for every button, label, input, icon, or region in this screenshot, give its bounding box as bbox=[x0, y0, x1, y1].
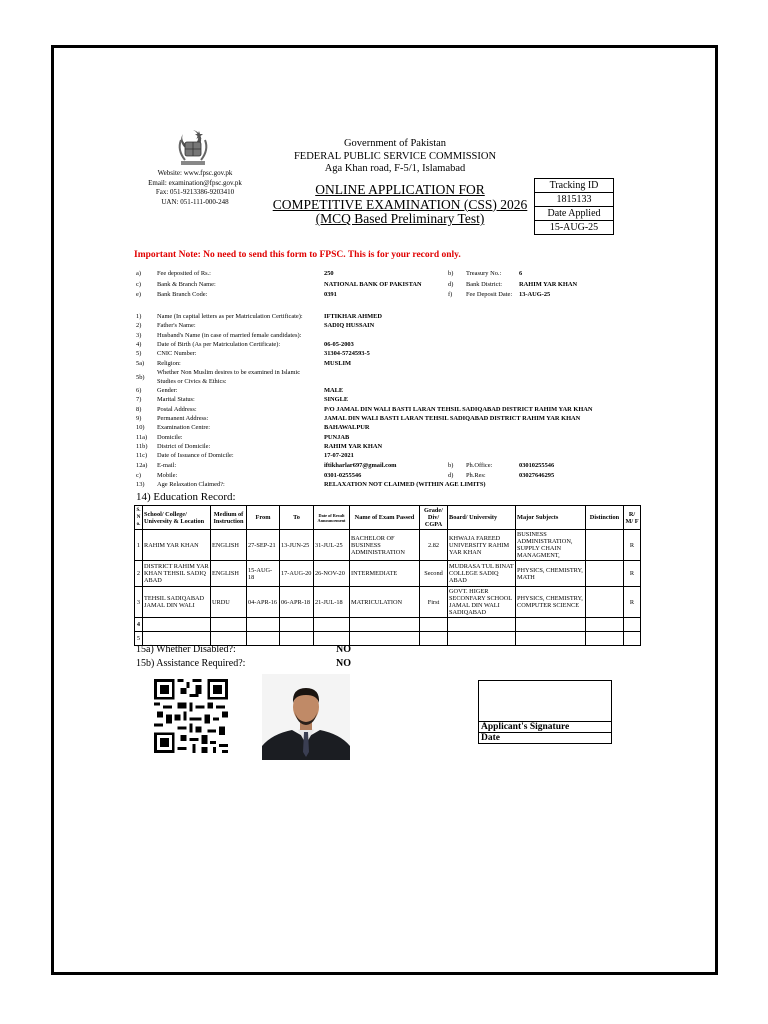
fee-value: 13-AUG-25 bbox=[519, 291, 551, 298]
field-label: E-mail: bbox=[157, 462, 177, 469]
title-line-2: COMPETITIVE EXAMINATION (CSS) 2026 bbox=[272, 196, 528, 212]
table-cell: PHYSICS, CHEMISTRY, COMPUTER SCIENCE bbox=[516, 587, 586, 618]
table-cell bbox=[586, 561, 624, 587]
col-header: To bbox=[280, 506, 314, 530]
table-cell bbox=[448, 618, 516, 632]
table-cell: Second bbox=[420, 561, 448, 587]
table-cell: 15-AUG-18 bbox=[247, 561, 280, 587]
field-label: Husband's Name (in case of married female candidates): bbox=[157, 332, 302, 339]
table-cell bbox=[143, 618, 211, 632]
fee-row: a) bbox=[136, 270, 141, 277]
table-cell bbox=[314, 618, 350, 632]
col-header: School/ College/ University & Location bbox=[143, 506, 211, 530]
fee-value: NATIONAL BANK OF PAKISTAN bbox=[324, 281, 422, 288]
disabled-row bbox=[136, 644, 396, 655]
disabled-label: 15a) Whether Disabled?: bbox=[136, 644, 236, 655]
field-label: Ph.Office: bbox=[466, 462, 493, 469]
field-label: Name (In capital letters as per Matriculation Certificate): bbox=[157, 313, 303, 320]
form-title bbox=[255, 183, 545, 227]
important-note: Important Note: No need to send this form to FPSC. This is for your record only. bbox=[134, 250, 461, 260]
date-applied-label: Date Applied bbox=[535, 207, 614, 221]
table-cell bbox=[586, 530, 624, 561]
email-text: Email: examination@fpsc.gov.pk bbox=[148, 178, 242, 187]
signature-box bbox=[478, 680, 612, 744]
table-cell: PHYSICS, CHEMISTRY, MATH bbox=[516, 561, 586, 587]
table-cell bbox=[420, 632, 448, 646]
col-header: Distinction bbox=[586, 506, 624, 530]
table-cell: R bbox=[624, 530, 641, 561]
letterhead bbox=[270, 138, 520, 176]
table-cell: R bbox=[624, 587, 641, 618]
table-cell: R bbox=[624, 561, 641, 587]
table-cell: 17-AUG-20 bbox=[280, 561, 314, 587]
table-cell bbox=[586, 618, 624, 632]
table-cell: 26-NOV-20 bbox=[314, 561, 350, 587]
assistance-row bbox=[136, 658, 396, 669]
table-cell: MUDRASA TUL BINAT COLLEGE SADIQ ABAD bbox=[448, 561, 516, 587]
title-line-1: ONLINE APPLICATION FOR bbox=[315, 182, 485, 197]
field-value: P/O JAMAL DIN WALI BASTI LARAN TEHSIL SADIQABAD DISTRICT RAHIM YAR KHAN bbox=[324, 406, 593, 413]
fee-label: Bank & Branch Name: bbox=[157, 281, 216, 288]
col-header: Date of Result Announcement bbox=[314, 506, 350, 530]
table-cell: DISTRICT RAHIM YAR KHAN TEHSIL SADIQ ABAD bbox=[143, 561, 211, 587]
col-header: S. N o. bbox=[135, 506, 143, 530]
gov-title: Government of Pakistan bbox=[343, 138, 447, 149]
table-cell: BUSINESS ADMINISTRATION, SUPPLY CHAIN MANAGMENT, bbox=[516, 530, 586, 561]
field-label: Religion: bbox=[157, 360, 181, 367]
table-cell bbox=[586, 632, 624, 646]
fee-label: Bank Branch Code: bbox=[157, 291, 208, 298]
tracking-id-value: 1815133 bbox=[535, 193, 614, 207]
table-cell: 4 bbox=[135, 618, 143, 632]
field-label: Postal Address: bbox=[157, 406, 197, 413]
table-cell: 04-APR-16 bbox=[247, 587, 280, 618]
fee-label: Treasury No.: bbox=[466, 270, 502, 277]
field-label: Studies or Civics & Ethics: bbox=[157, 378, 227, 385]
table-cell: RAHIM YAR KHAN bbox=[143, 530, 211, 561]
qr-code-icon bbox=[152, 679, 230, 753]
table-cell bbox=[350, 618, 420, 632]
field-value: JAMAL DIN WALI BASTI LARAN TEHSIL SADIQABAD DISTRICT RAHIM YAR KHAN bbox=[324, 415, 581, 422]
table-cell: INTERMEDIATE bbox=[350, 561, 420, 587]
table-cell: ENGLISH bbox=[211, 530, 247, 561]
field-value: RELAXATION NOT CLAIMED (WITHIN AGE LIMITS) bbox=[324, 481, 486, 488]
table-cell: First bbox=[420, 587, 448, 618]
fee-value: 6 bbox=[519, 270, 523, 277]
table-row bbox=[135, 587, 641, 618]
field-value: 31304-5724593-5 bbox=[324, 350, 370, 357]
table-cell: 2.82 bbox=[420, 530, 448, 561]
table-cell: 2 bbox=[135, 561, 143, 587]
table-cell bbox=[247, 618, 280, 632]
fee-label: Bank District: bbox=[466, 281, 503, 288]
website-text: Website: www.fpsc.gov.pk bbox=[157, 169, 233, 177]
field-value: iftikharlar697@gmail.com bbox=[324, 462, 397, 469]
fee-value: 250 bbox=[324, 270, 334, 277]
date-applied-value: 15-AUG-25 bbox=[535, 221, 614, 235]
field-label: Date of Issuance of Domicile: bbox=[157, 452, 234, 459]
field-value: PUNJAB bbox=[324, 434, 350, 441]
pakistan-emblem-icon bbox=[175, 128, 211, 168]
uan-text: UAN: 051-111-000-248 bbox=[161, 197, 229, 206]
field-value: 03027646295 bbox=[519, 472, 555, 479]
commission-address: Aga Khan road, F-5/1, Islamabad bbox=[324, 163, 466, 174]
education-table bbox=[134, 505, 641, 646]
contact-info bbox=[130, 169, 260, 207]
col-header: Major Subjects bbox=[516, 506, 586, 530]
table-cell: 21-JUL-18 bbox=[314, 587, 350, 618]
field-label: Examination Centre: bbox=[157, 424, 211, 431]
fee-value: RAHIM YAR KHAN bbox=[519, 281, 578, 288]
table-cell bbox=[280, 618, 314, 632]
table-cell: 3 bbox=[135, 587, 143, 618]
fee-label: Fee deposited of Rs.: bbox=[157, 270, 211, 277]
commission-title: FEDERAL PUBLIC SERVICE COMMISSION bbox=[293, 150, 497, 162]
table-cell: 27-SEP-21 bbox=[247, 530, 280, 561]
table-cell: KHWAJA FAREED UNIVERSITY RAHIM YAR KHAN bbox=[448, 530, 516, 561]
field-value: 17-07-2021 bbox=[324, 452, 354, 459]
table-row bbox=[135, 618, 641, 632]
date-label: Date bbox=[479, 733, 612, 744]
disabled-value: NO bbox=[336, 644, 351, 655]
field-label: Ph.Res: bbox=[466, 472, 486, 479]
field-label: Age Relaxation Claimed?: bbox=[157, 481, 225, 488]
field-value: MUSLIM bbox=[324, 360, 351, 367]
fee-value: 0391 bbox=[324, 291, 337, 298]
col-header: Medium of Instruction bbox=[211, 506, 247, 530]
fee-label: Fee Deposit Date: bbox=[466, 291, 513, 298]
table-cell: 13-JUN-25 bbox=[280, 530, 314, 561]
table-cell: ENGLISH bbox=[211, 561, 247, 587]
field-value: MALE bbox=[324, 387, 344, 394]
field-label: Domicile: bbox=[157, 434, 183, 441]
signature-area bbox=[479, 681, 612, 722]
table-cell bbox=[624, 618, 641, 632]
table-cell: 1 bbox=[135, 530, 143, 561]
table-row bbox=[135, 530, 641, 561]
table-cell: BACHELOR OF BUSINESS ADMINISTRATION bbox=[350, 530, 420, 561]
table-cell: URDU bbox=[211, 587, 247, 618]
assistance-label: 15b) Assistance Required?: bbox=[136, 658, 246, 669]
education-heading: 14) Education Record: bbox=[136, 491, 236, 503]
field-value: IFTIKHAR AHMED bbox=[324, 313, 383, 320]
table-cell bbox=[420, 618, 448, 632]
field-label: CNIC Number: bbox=[157, 350, 197, 357]
field-value: 0301-0255546 bbox=[324, 472, 362, 479]
tracking-id-label: Tracking ID bbox=[535, 179, 614, 193]
table-cell bbox=[516, 632, 586, 646]
table-cell: 5 bbox=[135, 632, 143, 646]
field-value: BAHAWALPUR bbox=[324, 424, 370, 431]
table-header-row bbox=[135, 506, 641, 530]
applicant-photo bbox=[262, 674, 350, 760]
field-value: SINGLE bbox=[324, 396, 349, 403]
table-cell: 06-APR-18 bbox=[280, 587, 314, 618]
field-label: Father's Name: bbox=[157, 322, 196, 329]
table-cell: GOVT. HIGER SECONFARY SCHOOL JAMAL DIN WALI SADIQABAD bbox=[448, 587, 516, 618]
tracking-box bbox=[534, 178, 614, 235]
col-header: From bbox=[247, 506, 280, 530]
col-header: Grade/ Div/ CGPA bbox=[420, 506, 448, 530]
field-label: Whether Non Muslim desires to be examined in Islamic bbox=[157, 369, 301, 376]
table-cell bbox=[211, 618, 247, 632]
col-header: R/ M/ F bbox=[624, 506, 641, 530]
field-label: Marital Status: bbox=[157, 396, 195, 403]
col-header: Board/ University bbox=[448, 506, 516, 530]
field-value: SADIQ HUSSAIN bbox=[324, 322, 375, 329]
fax-text: Fax: 051-9213386-9203410 bbox=[155, 188, 235, 197]
col-header: Name of Exam Passed bbox=[350, 506, 420, 530]
table-cell: TEHSIL SADIQABAD JAMAL DIN WALI bbox=[143, 587, 211, 618]
field-value: 06-05-2003 bbox=[324, 341, 354, 348]
table-cell bbox=[516, 618, 586, 632]
assistance-value: NO bbox=[336, 658, 351, 669]
table-cell bbox=[586, 587, 624, 618]
table-cell: MATRICULATION bbox=[350, 587, 420, 618]
title-line-3: (MCQ Based Preliminary Test) bbox=[315, 211, 485, 226]
table-cell: 31-JUL-25 bbox=[314, 530, 350, 561]
table-row bbox=[135, 561, 641, 587]
field-value: RAHIM YAR KHAN bbox=[324, 443, 383, 450]
field-label: Date of Birth (As per Matriculation Certificate): bbox=[157, 341, 281, 348]
field-label: Mobile: bbox=[157, 472, 178, 479]
table-cell bbox=[624, 632, 641, 646]
field-label: Permanent Address: bbox=[157, 415, 209, 422]
field-label: Gender: bbox=[157, 387, 178, 394]
field-label: District of Domicile: bbox=[157, 443, 211, 450]
table-cell bbox=[448, 632, 516, 646]
signature-label: Applicant's Signature bbox=[479, 722, 612, 733]
field-value: 03010255546 bbox=[519, 462, 555, 469]
